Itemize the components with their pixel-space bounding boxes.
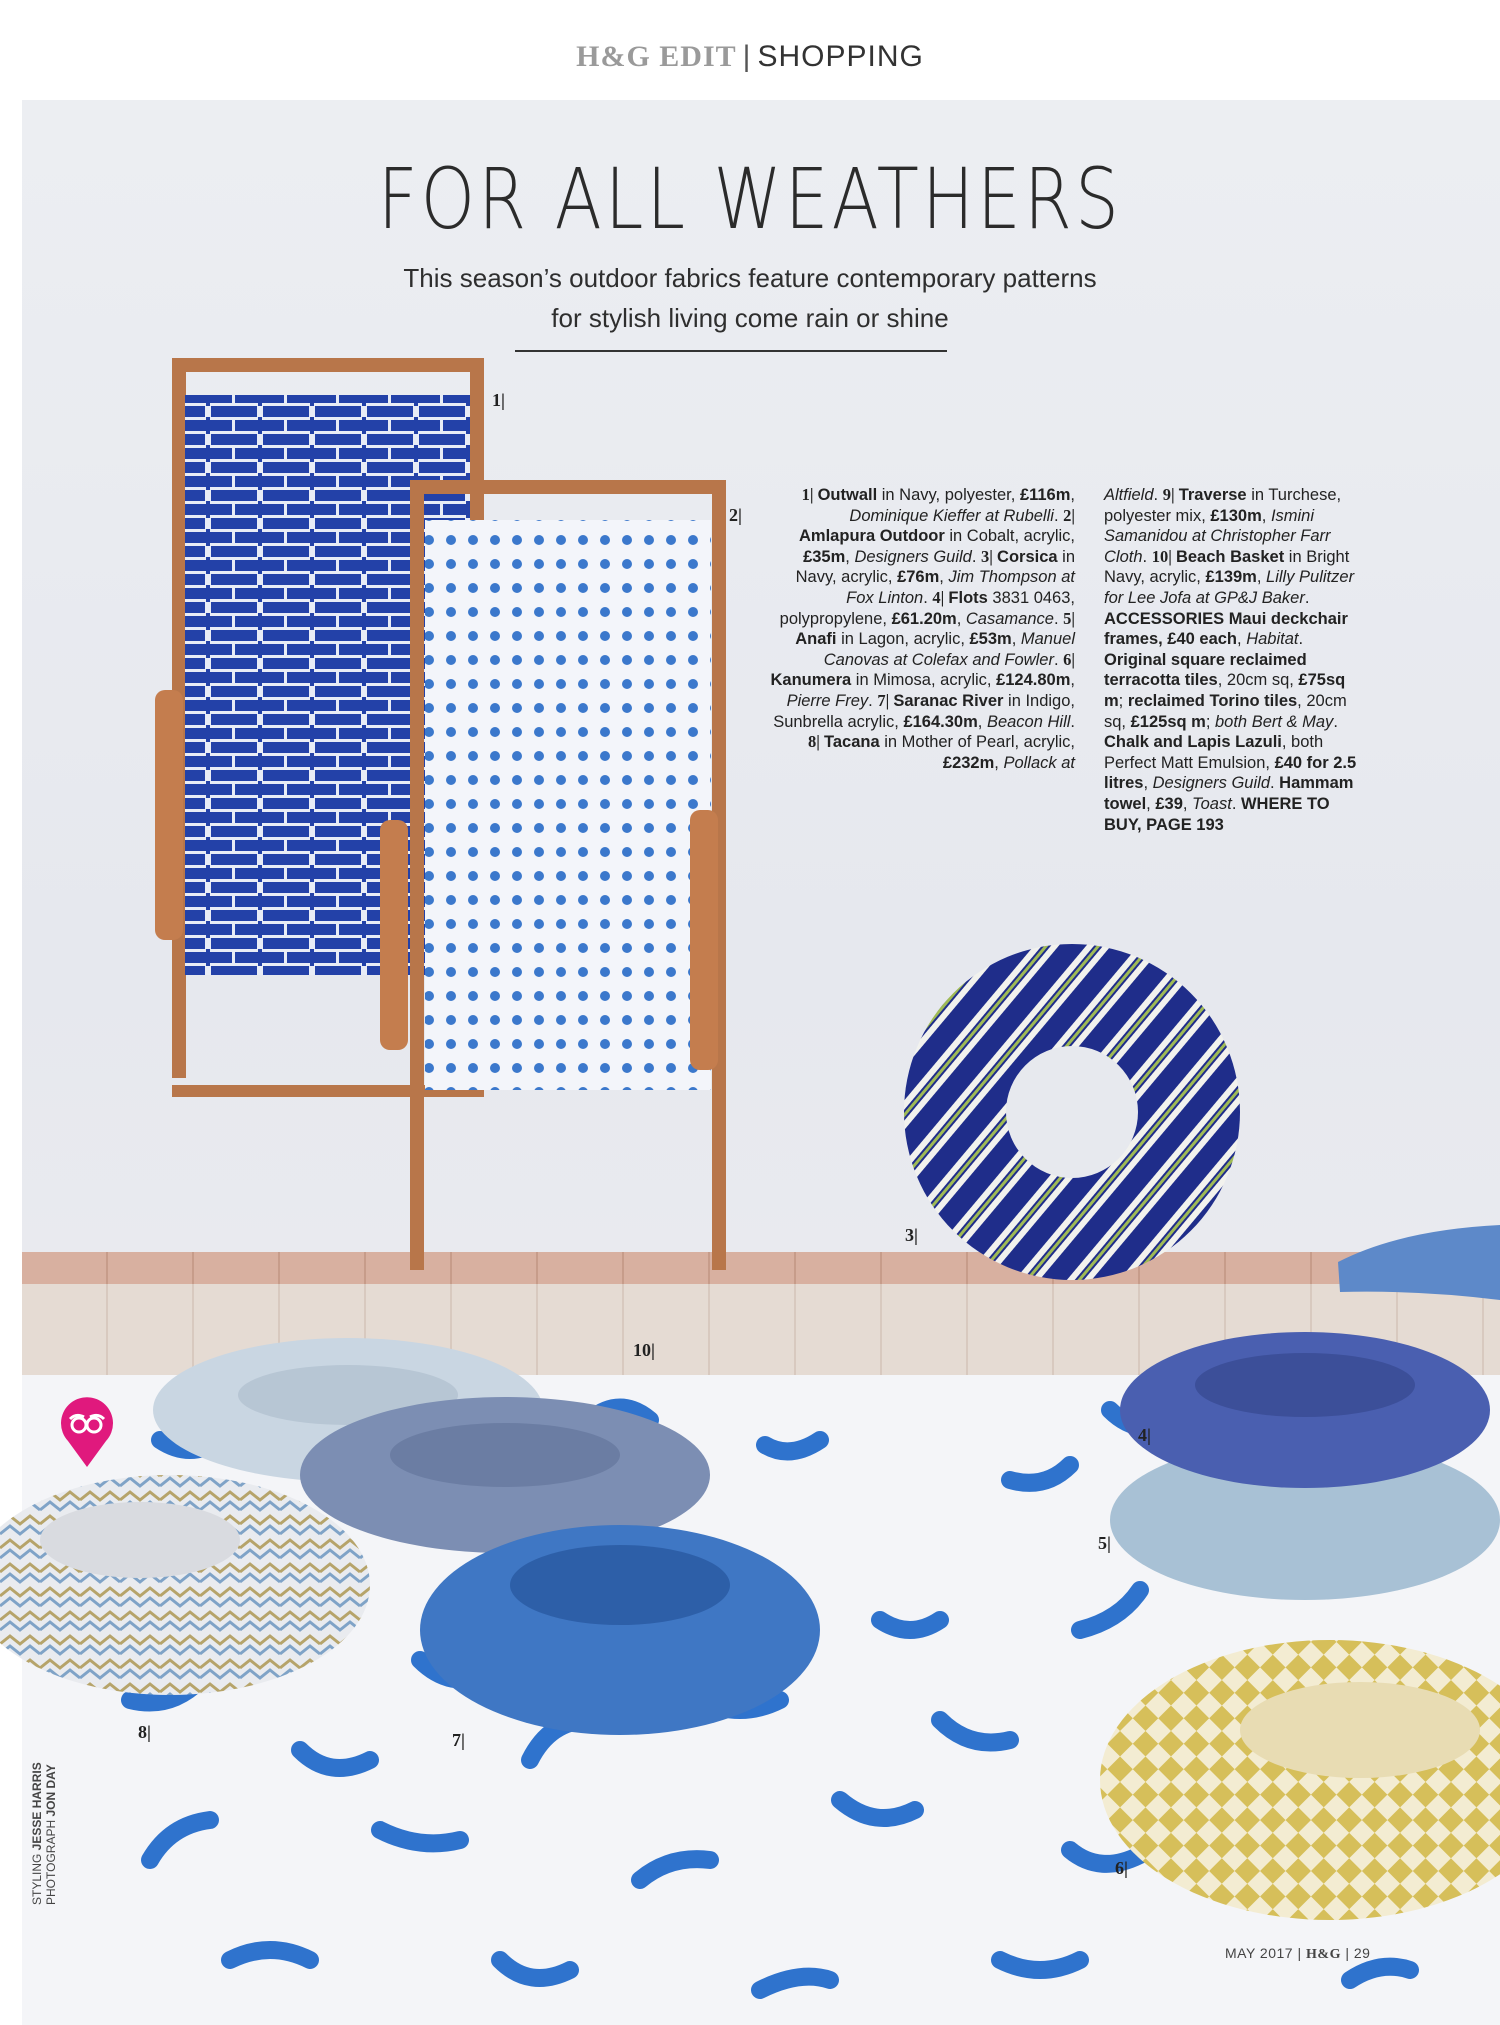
caption-text: ; <box>1205 712 1215 731</box>
subtitle-line: This season’s outdoor fabrics feature contemporary patterns <box>403 263 1097 293</box>
caption-text: £35m <box>803 547 846 566</box>
caption-text: . <box>868 691 878 710</box>
caption-text: Hammam towel <box>1104 774 1354 813</box>
caption-text: both Bert & May <box>1215 712 1334 731</box>
cushion-tacana <box>0 1475 370 1695</box>
caption-text: Jim Thompson at Fox Linton <box>846 568 1075 607</box>
caption-text: Manuel Canovas at Colefax and Fowler <box>823 630 1075 669</box>
page-title: FOR ALL WEATHERS <box>377 150 1123 248</box>
footer-brand: H&G <box>1306 1947 1341 1962</box>
caption-column-right <box>1104 485 1359 835</box>
caption-text: £130m <box>1210 506 1262 525</box>
caption-text: . <box>971 547 982 566</box>
styling-credit <box>30 1762 44 1905</box>
caption-text: ; <box>1118 691 1128 710</box>
caption-text: Pollack at <box>1003 753 1075 772</box>
caption-text: £125sq m <box>1130 712 1206 731</box>
caption-text: 3| <box>981 546 998 566</box>
caption-text: £116m <box>1019 486 1071 504</box>
subtitle-line: for stylish living come rain or shine <box>551 303 949 333</box>
caption-text: , <box>939 568 949 587</box>
page-number: 29 <box>1353 1945 1371 1961</box>
caption-text: 9| <box>1162 485 1179 504</box>
caption-text: , <box>1070 486 1075 504</box>
product-marker: 7| <box>452 1730 465 1750</box>
caption-text: Designers Guild <box>1152 774 1270 793</box>
cushion-flots <box>1120 1332 1490 1488</box>
caption-text: in Mother of Pearl, acrylic, <box>879 733 1075 752</box>
caption-text: . <box>1304 588 1310 607</box>
section-name: SHOPPING <box>757 40 924 73</box>
caption-text: Ismini Samanidou at Christopher Farr Cloth <box>1104 506 1331 566</box>
caption-text: 8| <box>808 732 825 752</box>
caption-text: Dominique Kieffer at Rubelli <box>849 506 1054 525</box>
hammam-towel <box>1338 1225 1500 1300</box>
cushion-kanumera <box>1100 1640 1500 1920</box>
caption-text: £164.30m <box>903 712 978 731</box>
caption-text: Chalk and Lapis Lazuli <box>1104 733 1282 752</box>
cushion-saranac-river <box>420 1525 820 1735</box>
photograph-credit <box>44 1762 58 1905</box>
caption-text: , <box>994 753 1004 772</box>
caption-text: £124.80m <box>996 671 1071 690</box>
caption-text: Original square reclaimed terracotta tiles <box>1104 650 1307 690</box>
caption-text: reclaimed Torino tiles <box>1127 691 1298 710</box>
caption-text: 6| <box>1063 649 1075 669</box>
caption-text: in Cobalt, acrylic, <box>944 527 1075 546</box>
caption-text: 5| <box>1063 608 1075 628</box>
caption-text: , <box>1182 794 1193 813</box>
product-marker: 6| <box>1115 1858 1128 1878</box>
page-footer <box>1225 1945 1370 1963</box>
caption-text: Designers Guild <box>854 547 972 566</box>
caption-text: £40 for 2.5 litres <box>1104 753 1357 793</box>
caption-text: ACCESSORIES Maui deckchair frames, £40 each <box>1104 609 1348 649</box>
caption-text: , <box>1256 568 1267 587</box>
product-marker: 10| <box>633 1340 655 1360</box>
caption-text: Flots <box>948 588 988 607</box>
caption-column-left <box>770 485 1075 773</box>
caption-paragraph <box>770 485 1075 773</box>
caption-text: . <box>1070 712 1075 731</box>
product-marker: 2| <box>729 505 742 525</box>
caption-text: . <box>1153 486 1163 504</box>
caption-text: 4| <box>932 587 949 607</box>
map-pin-icon[interactable] <box>58 1397 116 1469</box>
caption-text: Traverse <box>1178 486 1247 504</box>
caption-text: in Bright Navy, acrylic, <box>1104 547 1350 587</box>
footer-separator: | <box>1340 1945 1354 1961</box>
header-separator: | <box>742 40 752 73</box>
caption-text: . <box>1298 630 1304 649</box>
credit-label: STYLING <box>30 1850 44 1905</box>
caption-text: £39 <box>1155 794 1183 813</box>
caption-text: 1| <box>801 485 818 504</box>
caption-text: . <box>1053 650 1064 669</box>
photo-credits <box>30 1762 58 1905</box>
caption-text: in Indigo, Sunbrella acrylic, <box>773 691 1075 731</box>
caption-text: , both Perfect Matt Emulsion, <box>1104 733 1324 772</box>
caption-text: WHERE TO BUY, PAGE 193 <box>1104 794 1330 834</box>
caption-text: £232m <box>942 753 995 772</box>
caption-paragraph <box>1104 485 1359 835</box>
caption-text: £76m <box>897 568 940 587</box>
caption-text: £75sq m <box>1104 671 1346 710</box>
caption-text: 2| <box>1063 505 1075 525</box>
product-marker: 3| <box>905 1225 918 1245</box>
title-rule <box>515 350 947 352</box>
caption-text: , <box>1146 794 1156 813</box>
caption-text: Habitat <box>1246 630 1299 649</box>
issue-date: MAY 2017 <box>1225 1945 1294 1961</box>
caption-text: , 20cm sq, <box>1104 691 1347 731</box>
credit-label: PHOTOGRAPH <box>44 1816 58 1905</box>
caption-text: , <box>977 712 987 731</box>
deckchair-amlapura <box>380 480 726 1270</box>
caption-text: Anafi <box>795 630 837 649</box>
subtitle <box>300 258 1200 338</box>
caption-text: , <box>956 609 966 628</box>
caption-text: in Navy, acrylic, <box>795 547 1075 587</box>
caption-text: , 20cm sq, <box>1217 671 1299 690</box>
caption-text: Kanumera <box>770 671 852 690</box>
caption-text: Saranac River <box>893 691 1004 710</box>
product-marker: 1| <box>492 390 505 410</box>
product-marker: 5| <box>1098 1533 1111 1553</box>
ring-cushion-corsica <box>904 944 1240 1280</box>
caption-text: , <box>845 547 855 566</box>
caption-text: 7| <box>877 690 894 710</box>
caption-text: in Navy, polyester, <box>877 486 1020 504</box>
product-marker: 8| <box>138 1722 151 1742</box>
caption-text: Beach Basket <box>1175 547 1285 566</box>
caption-text: 3831 0463, polypropylene, <box>779 588 1075 628</box>
caption-text: , <box>1143 774 1153 793</box>
credit-name: JON DAY <box>44 1764 58 1817</box>
caption-text: , <box>1011 630 1021 649</box>
caption-text: . <box>1053 609 1064 628</box>
caption-text: Lilly Pulitzer for Lee Jofa at GP&J Baker <box>1104 568 1355 607</box>
caption-text: Altfield <box>1104 486 1154 504</box>
caption-text: Tacana <box>824 733 880 752</box>
caption-text: . <box>923 588 933 607</box>
caption-text: . <box>1270 774 1280 793</box>
caption-text: . <box>1333 712 1338 731</box>
caption-text: Amlapura Outdoor <box>799 527 945 546</box>
caption-text: . <box>1142 547 1152 566</box>
magazine-brand: H&G EDIT <box>576 40 737 73</box>
caption-text: , <box>1261 506 1271 525</box>
caption-text: Casamance <box>965 609 1054 628</box>
caption-text: , <box>1070 671 1075 690</box>
caption-text: £53m <box>969 630 1012 649</box>
caption-text: in Turchese, polyester mix, <box>1104 486 1342 525</box>
caption-text: , <box>1237 630 1247 649</box>
caption-text: Beacon Hill <box>986 712 1071 731</box>
credit-name: JESSE HARRIS <box>30 1762 44 1851</box>
caption-text: £139m <box>1205 568 1257 587</box>
caption-text: Corsica <box>997 547 1058 566</box>
footer-separator: | <box>1293 1945 1307 1961</box>
caption-text: . <box>1053 506 1064 525</box>
section-header <box>0 40 1500 74</box>
caption-text: 10| <box>1151 546 1176 566</box>
caption-text: Toast <box>1192 794 1232 813</box>
product-marker: 4| <box>1138 1425 1151 1445</box>
caption-text: Outwall <box>817 486 878 504</box>
caption-text: . <box>1231 794 1241 813</box>
caption-text: in Lagon, acrylic, <box>836 630 970 649</box>
caption-text: in Mimosa, acrylic, <box>851 671 997 690</box>
caption-text: £61.20m <box>891 609 957 628</box>
caption-text: Pierre Frey <box>786 691 869 710</box>
